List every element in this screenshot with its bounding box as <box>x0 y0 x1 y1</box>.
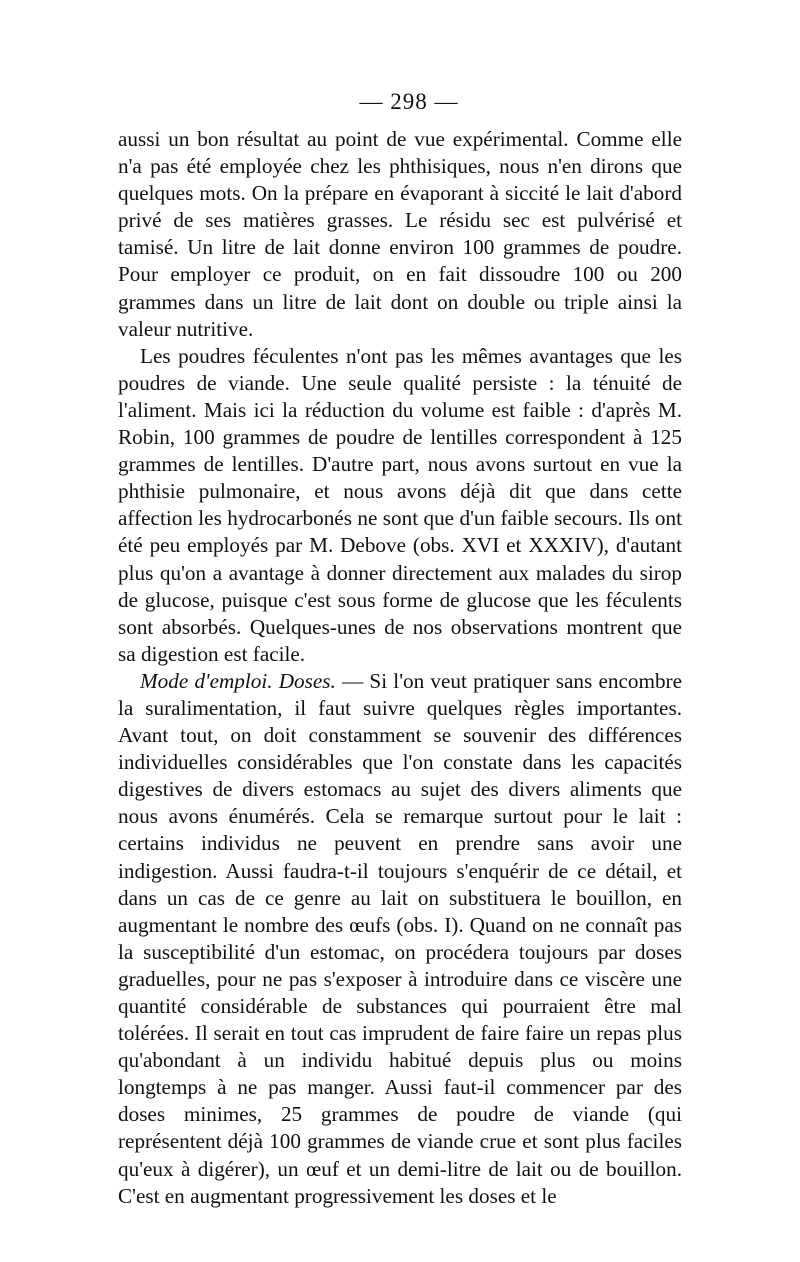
paragraph-starch-powders: Les poudres féculentes n'ont pas les mêmes avantages que les poudres de viande. Une seule qualité persiste : la ténuité de l'aliment. Mais ici la réduction du volume est faible : d'après M. Robin, 100 grammes de poudre de lentilles correspondent à 125 grammes de lentilles. D'autre part, nous avons surtout en vue la phthisie pulmonaire, et nous avons déjà dit que dans cette affection les hydrocarbonés ne sont que d'un faible secours. Ils ont été peu employés par M. Debove (obs. XVI et XXXIV), d'autant plus qu'on a avantage à donner directement aux malades du sirop de glucose, puisque c'est sous forme de glucose que les féculents sont absorbés. Quelques-unes de nos observations montrent que sa digestion est facile. <box>118 343 682 666</box>
paragraph-dosage-text: — Si l'on veut pratiquer sans encombre la suralimentation, il faut suivre quelques règles importantes. Avant tout, on doit constamment se souvenir des différences individuelles considérables que l'on constate dans les capacités digestives de divers estomacs au sujet des divers aliments que nous avons énumérés. Cela se remarque surtout pour le lait : certains individus ne peuvent en prendre sans avoir une indigestion. Aussi faudra-t-il toujours s'enquérir de ce détail, et dans un cas de ce genre au lait on substituera le bouillon, en augmentant le nombre des œufs (obs. I). Quand on ne connaît pas la susceptibilité d'un estomac, on procédera toujours par doses graduelles, pour ne pas s'exposer à introduire dans ce viscère une quantité considérable de substances qui pourraient être mal tolérées. Il serait en tout cas imprudent de faire faire un repas plus qu'abondant à un individu habitué depuis plus ou moins longtemps à ne pas manger. Aussi faut-il commencer par des doses minimes, 25 grammes de poudre de viande (qui représentent déjà 100 grammes de viande crue et sont plus faciles qu'eux à digérer), un œuf et un demi-litre de lait ou de bouillon. C'est en augmentant progressivement les doses et le <box>118 668 682 1208</box>
page-number: — 298 — <box>359 89 459 114</box>
page-body <box>118 126 682 1210</box>
section-runin-heading: Mode d'emploi. Doses. <box>140 668 336 693</box>
book-page <box>118 88 682 1210</box>
paragraph-milk-powder: aussi un bon résultat au point de vue expérimental. Comme elle n'a pas été employée chez les phthisiques, nous n'en dirons que quelques mots. On la prépare en évaporant à siccité le lait d'abord privé de ses matières grasses. Le résidu sec est pulvérisé et tamisé. Un litre de lait donne environ 100 grammes de poudre. Pour employer ce produit, on en fait dissoudre 100 ou 200 grammes dans un litre de lait dont on double ou triple ainsi la valeur nutritive. <box>118 127 682 341</box>
paragraph-dosage <box>118 668 682 1210</box>
